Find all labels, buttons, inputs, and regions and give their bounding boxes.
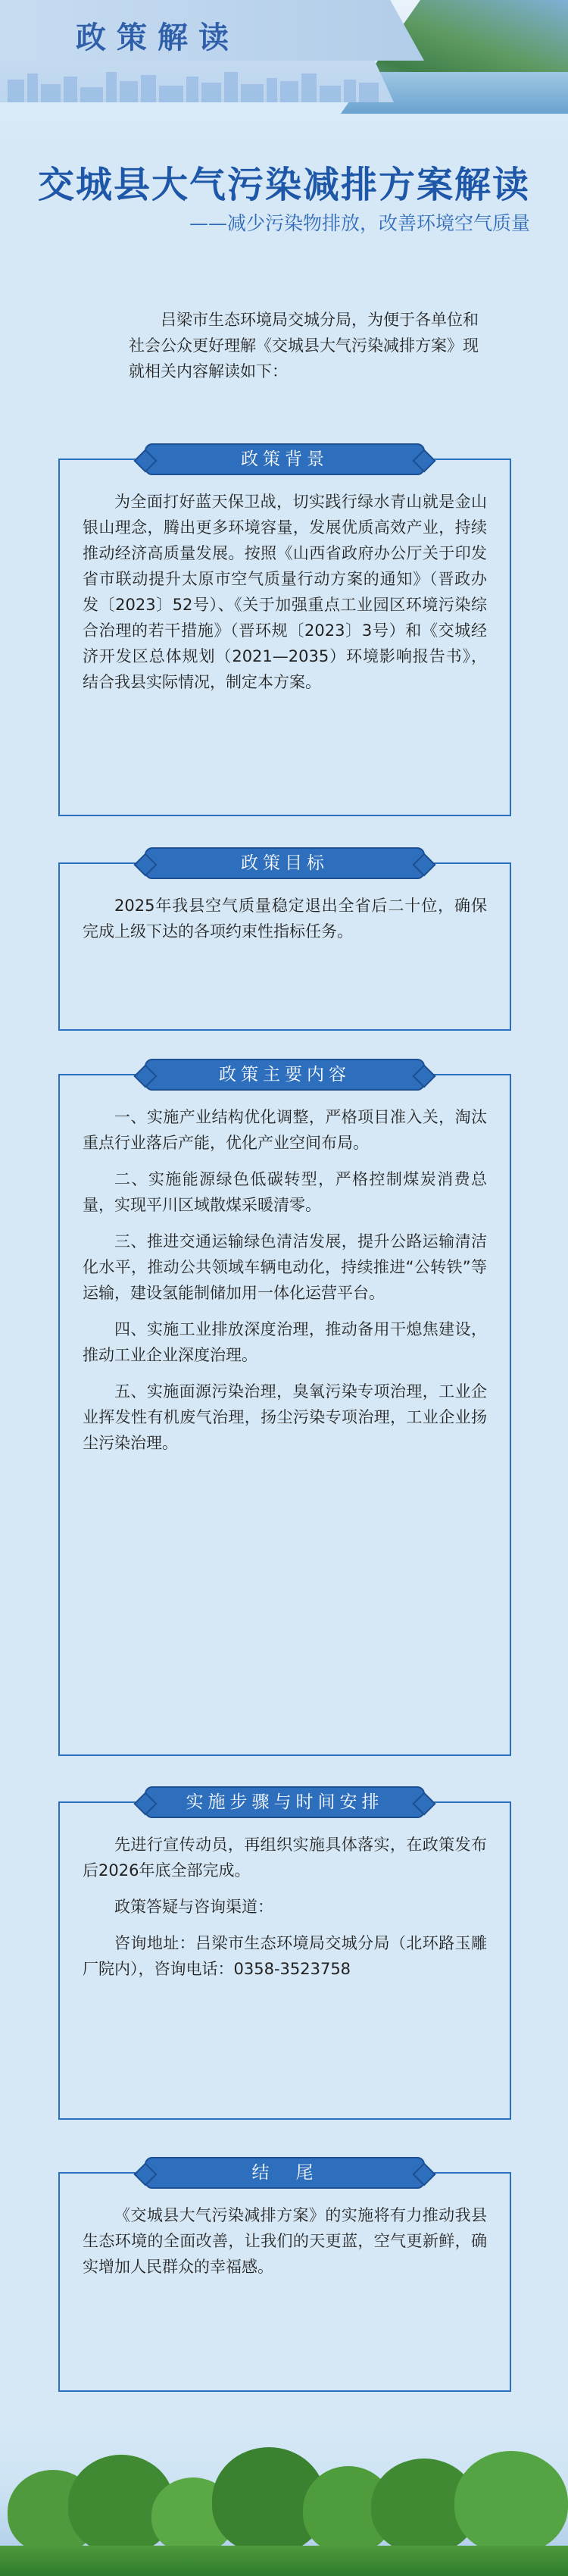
section-paragraph: 二、实施能源绿色低碳转型，严格控制煤炭消费总量，实现平川区域散煤采暖清零。	[83, 1170, 487, 1214]
section-paragraph: 政策答疑与咨询渠道：	[114, 1898, 273, 1916]
banner-label: 政策解读	[76, 20, 239, 55]
tree-footer-graphic	[0, 2425, 568, 2576]
section-paragraph: 四、实施工业排放深度治理，推动备用干熄焦建设，推动工业企业深度治理。	[83, 1320, 487, 1364]
section-paragraph: 先进行宣传动员，再组织实施具体落实，在政策发布后2026年底全部完成。	[83, 1836, 487, 1880]
section-schedule	[58, 1792, 511, 2120]
section-background	[58, 449, 511, 816]
section-goal	[58, 853, 511, 1031]
intro-paragraph: 吕梁市生态环境局交城分局，为便于各单位和社会公众更好理解《交城县大气污染减排方案》现就相关内容解读如下：	[129, 311, 479, 380]
section-heading: 政策目标	[145, 847, 425, 879]
section-heading: 政策主要内容	[145, 1059, 425, 1091]
section-heading: 结 尾	[145, 2157, 425, 2189]
section-paragraph: 2025年我县空气质量稳定退出全省后二十位，确保完成上级下达的各项约束性指标任务。	[83, 897, 487, 941]
section-paragraph: 五、实施面源污染治理，臭氧污染专项治理，工业企业挥发性有机废气治理，扬尘污染专项治理，工业企业扬尘污染治理。	[83, 1382, 487, 1452]
section-paragraph: 为全面打好蓝天保卫战，切实践行绿水青山就是金山银山理念，腾出更多环境容量，发展优质高效产业，持续推动经济高质量发展。按照《山西省政府办公厅关于印发省市联动提升太原市空气质量行动方案的通知》（晋政办发〔2023〕52号）、《关于加强重点工业园区环境污染综合治理的若干措施》（晋环规〔2023〕3号）和《交城经济开发区总体规划（2021—2035）环境影响报告书》，结合我县实际情况，制定本方案。	[83, 493, 487, 691]
section-conclusion	[58, 2163, 511, 2392]
city-skyline-graphic	[0, 72, 394, 102]
section-main-content	[58, 1065, 511, 1756]
page-title: 交城县大气污染减排方案解读	[37, 164, 530, 206]
section-heading: 实施步骤与时间安排	[145, 1786, 425, 1818]
section-paragraph: 咨询地址：吕梁市生态环境局交城分局（北环路玉雕厂院内），咨询电话：0358-3523758	[83, 1934, 487, 1978]
header-banner	[0, 0, 568, 152]
section-heading: 政策背景	[145, 443, 425, 475]
section-paragraph: 《交城县大气污染减排方案》的实施将有力推动我县生态环境的全面改善，让我们的天更蓝，空气更新鲜，确实增加人民群众的幸福感。	[83, 2206, 487, 2276]
section-paragraph: 三、推进交通运输绿色清洁发展，提升公路运输清洁化水平，推动公共领域车辆电动化，持续推进“公转铁”等运输，建设氢能制储加用一体化运营平台。	[83, 1232, 487, 1302]
section-paragraph: 一、实施产业结构优化调整，严格项目准入关，淘汰重点行业落后产能，优化产业空间布局。	[83, 1108, 487, 1152]
page-subtitle: ——减少污染物排放，改善环境空气质量	[189, 212, 530, 234]
